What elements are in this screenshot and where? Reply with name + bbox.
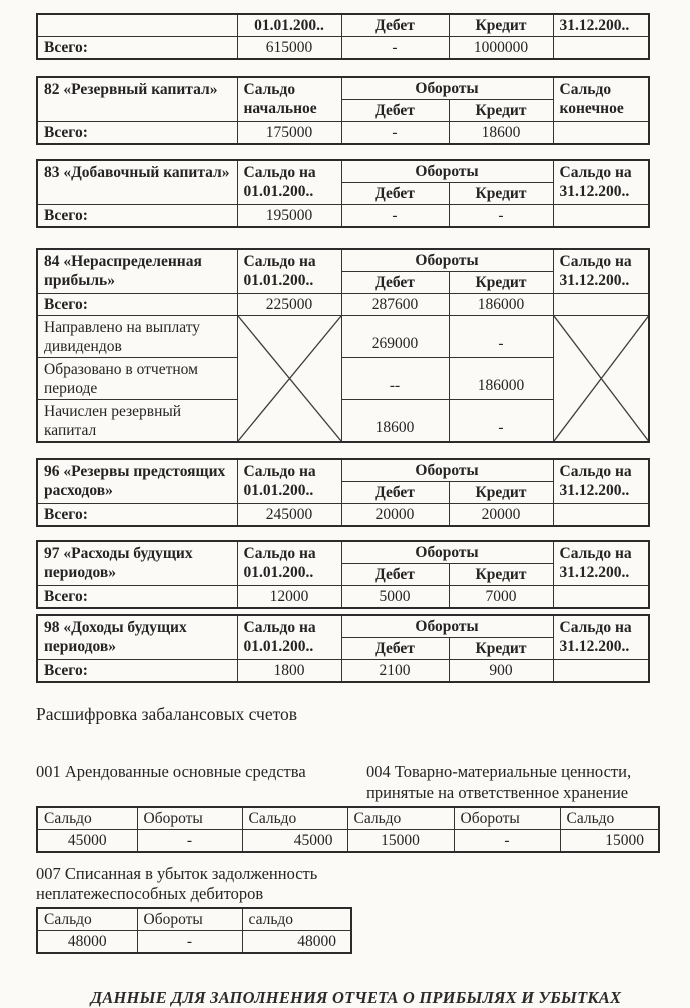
total-credit: - <box>449 205 553 228</box>
saldo-header: Сальдо <box>242 807 347 830</box>
credit-header: Кредит <box>449 272 553 294</box>
detail-credit: - <box>449 400 553 443</box>
saldo-header: Сальдо <box>560 807 659 830</box>
total-closing-value <box>553 37 649 60</box>
total-opening-value: 615000 <box>237 37 341 60</box>
total-saldo-end <box>553 122 649 145</box>
account-name: 97 «Расходы будущих периодов» <box>37 541 237 586</box>
saldo-value: 15000 <box>560 830 659 853</box>
debit-header: Дебет <box>341 564 449 586</box>
account-name: 96 «Резервы предстоящих расходов» <box>37 459 237 504</box>
saldo-start-header: Сальдо начальное <box>237 77 341 122</box>
debit-header: Дебет <box>341 272 449 294</box>
account-name: 83 «Добавочный капитал» <box>37 160 237 205</box>
total-credit: 186000 <box>449 294 553 316</box>
crossed-out-cell <box>553 316 649 443</box>
detail-row-label: Образовано в отчетном периоде <box>37 358 237 400</box>
total-saldo-end <box>553 586 649 609</box>
turnovers-value: - <box>137 931 242 954</box>
credit-header: Кредит <box>449 100 553 122</box>
credit-header: Кредит <box>449 183 553 205</box>
corner-cell <box>37 14 237 37</box>
saldo-value: 48000 <box>242 931 351 954</box>
saldo-value: 15000 <box>347 830 454 853</box>
account-name: 98 «Доходы будущих периодов» <box>37 615 237 660</box>
credit-header: Кредит <box>449 638 553 660</box>
detail-row-label: Направлено на выплату дивидендов <box>37 316 237 358</box>
total-credit: 900 <box>449 660 553 683</box>
saldo-header: Сальдо <box>37 908 137 931</box>
table-account-98 <box>36 614 650 683</box>
total-credit: 18600 <box>449 122 553 145</box>
credit-header: Кредит <box>449 14 553 37</box>
saldo-header: Сальдо <box>37 807 137 830</box>
detail-credit: - <box>449 316 553 358</box>
total-saldo-start: 12000 <box>237 586 341 609</box>
table-account-97 <box>36 540 650 609</box>
saldo-value: 45000 <box>37 830 137 853</box>
turnovers-header: Обороты <box>454 807 560 830</box>
total-debit: 287600 <box>341 294 449 316</box>
note-account-007: 007 Списанная в убыток задолженность неплатежеспособных дебиторов <box>36 864 318 903</box>
offbalance-section-title: Расшифровка забалансовых счетов <box>36 704 298 724</box>
total-debit: 5000 <box>341 586 449 609</box>
total-debit: - <box>341 122 449 145</box>
detail-debit: 18600 <box>341 400 449 443</box>
table-account-84 <box>36 248 650 443</box>
turnovers-value: - <box>137 830 242 853</box>
total-row-label: Всего: <box>37 586 237 609</box>
saldo-end-header: Сальдо конечное <box>553 77 649 122</box>
credit-header: Кредит <box>449 564 553 586</box>
turnovers-header: Обороты <box>341 249 553 272</box>
note-account-001: 001 Арендованные основные средства <box>36 762 306 781</box>
table-account-96 <box>36 458 650 527</box>
total-row-label: Всего: <box>37 504 237 527</box>
cross-mark-icon <box>238 316 341 441</box>
total-row-label: Всего: <box>37 122 237 145</box>
turnovers-value: - <box>454 830 560 853</box>
table-account-82 <box>36 76 650 145</box>
total-credit: 20000 <box>449 504 553 527</box>
closing-date-header: 31.12.200.. <box>553 14 649 37</box>
footer-heading: ДАННЫЕ ДЛЯ ЗАПОЛНЕНИЯ ОТЧЕТА О ПРИБЫЛЯХ И УБЫТКАХ <box>90 988 622 1007</box>
total-saldo-start: 175000 <box>237 122 341 145</box>
total-debit: 20000 <box>341 504 449 527</box>
total-saldo-end <box>553 205 649 228</box>
total-saldo-start: 245000 <box>237 504 341 527</box>
table-top-carryover <box>36 13 650 60</box>
debit-header: Дебет <box>341 638 449 660</box>
cross-mark-icon <box>554 316 649 441</box>
saldo-start-header: Сальдо на 01.01.200.. <box>237 249 341 294</box>
offbalance-notes <box>36 761 690 803</box>
saldo-end-header: Сальдо на 31.12.200.. <box>553 160 649 205</box>
total-row-label: Всего: <box>37 205 237 228</box>
detail-credit: 186000 <box>449 358 553 400</box>
opening-date-header: 01.01.200.. <box>237 14 341 37</box>
credit-header: Кредит <box>449 482 553 504</box>
total-saldo-end <box>553 660 649 683</box>
turnovers-header: Обороты <box>341 160 553 183</box>
turnovers-header: Обороты <box>341 615 553 638</box>
turnovers-header: Обороты <box>341 459 553 482</box>
turnovers-header: Обороты <box>341 541 553 564</box>
turnovers-header: Обороты <box>137 908 242 931</box>
saldo-value: 45000 <box>242 830 347 853</box>
crossed-out-cell <box>237 316 341 443</box>
total-row-label: Всего: <box>37 37 237 60</box>
total-row-label: Всего: <box>37 294 237 316</box>
saldo-start-header: Сальдо на 01.01.200.. <box>237 615 341 660</box>
total-debit: - <box>341 205 449 228</box>
table-account-83 <box>36 159 650 228</box>
account-name: 84 «Нераспределенная прибыль» <box>37 249 237 294</box>
saldo-start-header: Сальдо на 01.01.200.. <box>237 160 341 205</box>
account-name: 82 «Резервный капитал» <box>37 77 237 122</box>
total-credit-value: 1000000 <box>449 37 553 60</box>
debit-header: Дебет <box>341 482 449 504</box>
total-credit: 7000 <box>449 586 553 609</box>
saldo-end-header: Сальдо на 31.12.200.. <box>553 615 649 660</box>
saldo-start-header: Сальдо на 01.01.200.. <box>237 459 341 504</box>
turnovers-header: Обороты <box>137 807 242 830</box>
debit-header: Дебет <box>341 14 449 37</box>
detail-debit: -- <box>341 358 449 400</box>
total-saldo-start: 1800 <box>237 660 341 683</box>
total-debit-value: - <box>341 37 449 60</box>
saldo-start-header: Сальдо на 01.01.200.. <box>237 541 341 586</box>
debit-header: Дебет <box>341 100 449 122</box>
total-saldo-start: 195000 <box>237 205 341 228</box>
note-account-004: 004 Товарно-материальные ценности, принятые на ответственное хранение <box>366 762 632 802</box>
saldo-value: 48000 <box>37 931 137 954</box>
total-saldo-end <box>553 294 649 316</box>
detail-debit: 269000 <box>341 316 449 358</box>
table-offbalance-007 <box>36 907 352 954</box>
total-saldo-end <box>553 504 649 527</box>
saldo-end-header: Сальдо на 31.12.200.. <box>553 459 649 504</box>
turnovers-header: Обороты <box>341 77 553 100</box>
table-offbalance-001-004 <box>36 806 660 853</box>
saldo-header: Сальдо <box>347 807 454 830</box>
saldo-header: сальдо <box>242 908 351 931</box>
total-row-label: Всего: <box>37 660 237 683</box>
total-saldo-start: 225000 <box>237 294 341 316</box>
saldo-end-header: Сальдо на 31.12.200.. <box>553 249 649 294</box>
detail-row-label: Начислен резервный капитал <box>37 400 237 443</box>
debit-header: Дебет <box>341 183 449 205</box>
total-debit: 2100 <box>341 660 449 683</box>
saldo-end-header: Сальдо на 31.12.200.. <box>553 541 649 586</box>
